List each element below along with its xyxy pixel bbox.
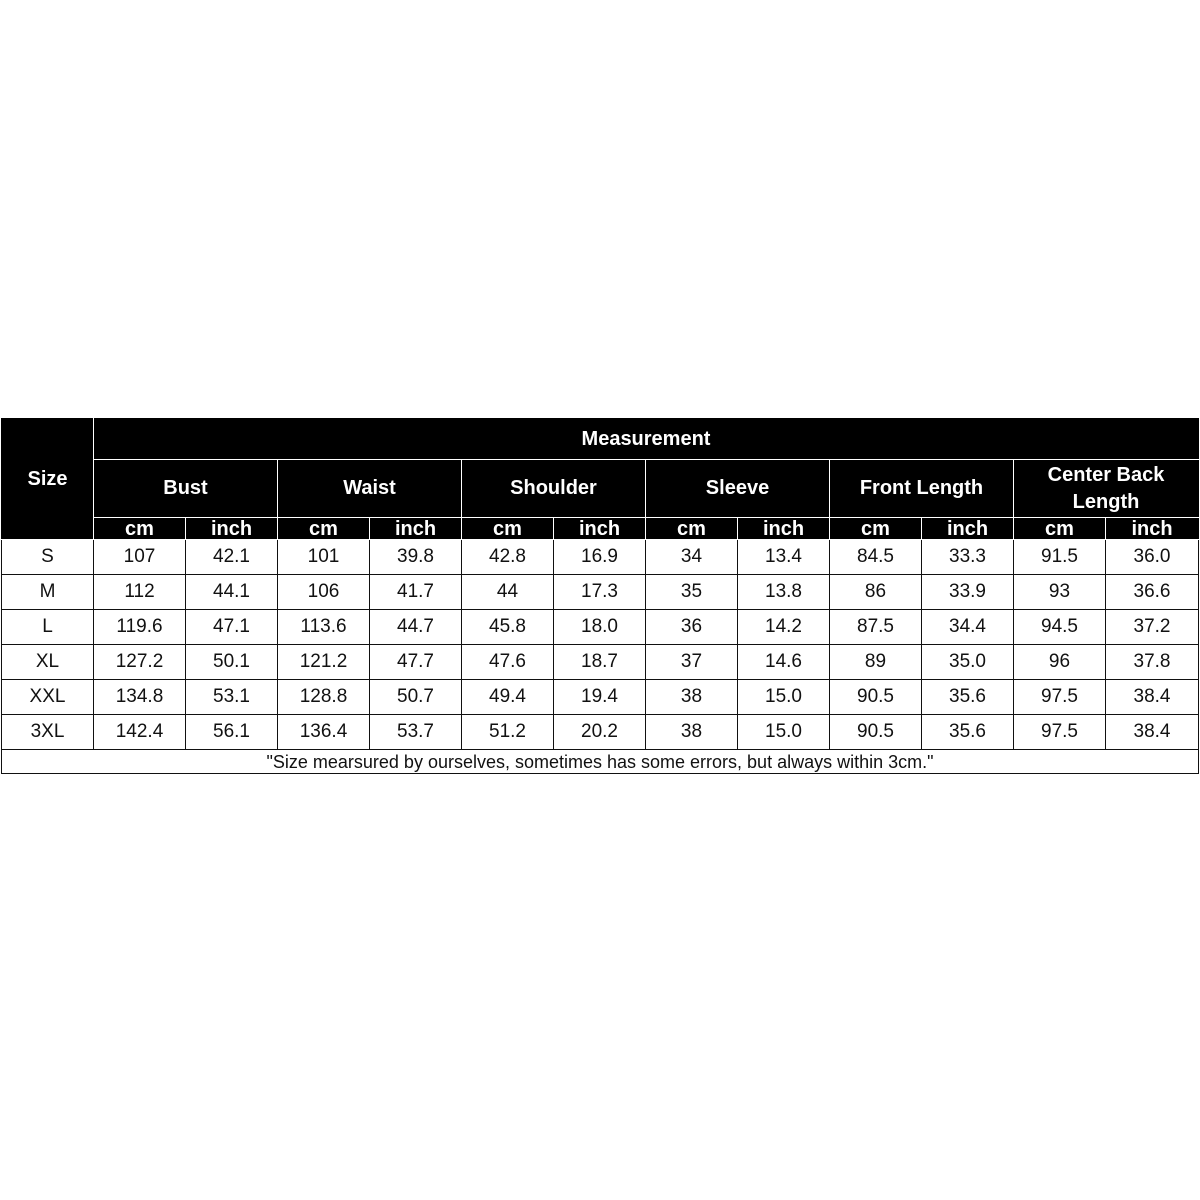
table-row xyxy=(2,540,1199,575)
value-cell: 14.2 xyxy=(738,610,830,645)
waist-inch-header: inch xyxy=(370,518,462,540)
value-cell: 33.3 xyxy=(922,540,1014,575)
value-cell: 47.7 xyxy=(370,645,462,680)
value-cell: 93 xyxy=(1014,575,1106,610)
value-cell: 35.6 xyxy=(922,680,1014,715)
value-cell: 35.6 xyxy=(922,715,1014,750)
value-cell: 44.1 xyxy=(186,575,278,610)
center-back-length-cm-header: cm xyxy=(1014,518,1106,540)
value-cell: 53.1 xyxy=(186,680,278,715)
front-length-inch-header: inch xyxy=(922,518,1014,540)
value-cell: 50.1 xyxy=(186,645,278,680)
value-cell: 50.7 xyxy=(370,680,462,715)
bust-inch-header: inch xyxy=(186,518,278,540)
value-cell: 86 xyxy=(830,575,922,610)
value-cell: 35 xyxy=(646,575,738,610)
sleeve-inch-header: inch xyxy=(738,518,830,540)
value-cell: 13.8 xyxy=(738,575,830,610)
value-cell: 94.5 xyxy=(1014,610,1106,645)
value-cell: 44.7 xyxy=(370,610,462,645)
value-cell: 37 xyxy=(646,645,738,680)
table-footer xyxy=(2,750,1199,774)
value-cell: 89 xyxy=(830,645,922,680)
size-cell: 3XL xyxy=(2,715,94,750)
bust-cm-header: cm xyxy=(94,518,186,540)
size-chart-table xyxy=(1,418,1199,774)
value-cell: 134.8 xyxy=(94,680,186,715)
value-cell: 113.6 xyxy=(278,610,370,645)
value-cell: 18.7 xyxy=(554,645,646,680)
waist-header: Waist xyxy=(278,460,462,518)
size-cell: XXL xyxy=(2,680,94,715)
size-cell: S xyxy=(2,540,94,575)
value-cell: 20.2 xyxy=(554,715,646,750)
value-cell: 35.0 xyxy=(922,645,1014,680)
table-header xyxy=(2,419,1199,540)
value-cell: 38.4 xyxy=(1106,680,1199,715)
value-cell: 15.0 xyxy=(738,680,830,715)
shoulder-header: Shoulder xyxy=(462,460,646,518)
value-cell: 127.2 xyxy=(94,645,186,680)
value-cell: 84.5 xyxy=(830,540,922,575)
size-column-header: Size xyxy=(2,419,94,540)
waist-cm-header: cm xyxy=(278,518,370,540)
value-cell: 91.5 xyxy=(1014,540,1106,575)
value-cell: 90.5 xyxy=(830,680,922,715)
value-cell: 101 xyxy=(278,540,370,575)
value-cell: 44 xyxy=(462,575,554,610)
table-row xyxy=(2,680,1199,715)
value-cell: 14.6 xyxy=(738,645,830,680)
value-cell: 142.4 xyxy=(94,715,186,750)
bust-header: Bust xyxy=(94,460,278,518)
center-back-length-header: Center Back Length xyxy=(1014,460,1199,518)
value-cell: 37.8 xyxy=(1106,645,1199,680)
value-cell: 136.4 xyxy=(278,715,370,750)
value-cell: 128.8 xyxy=(278,680,370,715)
value-cell: 45.8 xyxy=(462,610,554,645)
value-cell: 42.1 xyxy=(186,540,278,575)
value-cell: 38.4 xyxy=(1106,715,1199,750)
value-cell: 53.7 xyxy=(370,715,462,750)
shoulder-inch-header: inch xyxy=(554,518,646,540)
measurement-note: "Size mearsured by ourselves, sometimes has some errors, but always within 3cm." xyxy=(2,750,1199,774)
value-cell: 87.5 xyxy=(830,610,922,645)
value-cell: 56.1 xyxy=(186,715,278,750)
value-cell: 47.6 xyxy=(462,645,554,680)
value-cell: 18.0 xyxy=(554,610,646,645)
size-cell: M xyxy=(2,575,94,610)
value-cell: 96 xyxy=(1014,645,1106,680)
value-cell: 121.2 xyxy=(278,645,370,680)
value-cell: 106 xyxy=(278,575,370,610)
value-cell: 51.2 xyxy=(462,715,554,750)
value-cell: 97.5 xyxy=(1014,715,1106,750)
front-length-header: Front Length xyxy=(830,460,1014,518)
value-cell: 112 xyxy=(94,575,186,610)
value-cell: 19.4 xyxy=(554,680,646,715)
value-cell: 107 xyxy=(94,540,186,575)
value-cell: 34.4 xyxy=(922,610,1014,645)
value-cell: 36.6 xyxy=(1106,575,1199,610)
value-cell: 49.4 xyxy=(462,680,554,715)
value-cell: 17.3 xyxy=(554,575,646,610)
value-cell: 38 xyxy=(646,680,738,715)
value-cell: 119.6 xyxy=(94,610,186,645)
table-row xyxy=(2,645,1199,680)
center-back-length-inch-header: inch xyxy=(1106,518,1199,540)
value-cell: 90.5 xyxy=(830,715,922,750)
value-cell: 16.9 xyxy=(554,540,646,575)
value-cell: 37.2 xyxy=(1106,610,1199,645)
front-length-cm-header: cm xyxy=(830,518,922,540)
size-cell: L xyxy=(2,610,94,645)
sleeve-cm-header: cm xyxy=(646,518,738,540)
value-cell: 33.9 xyxy=(922,575,1014,610)
value-cell: 13.4 xyxy=(738,540,830,575)
value-cell: 97.5 xyxy=(1014,680,1106,715)
value-cell: 39.8 xyxy=(370,540,462,575)
value-cell: 41.7 xyxy=(370,575,462,610)
value-cell: 34 xyxy=(646,540,738,575)
measurement-header: Measurement xyxy=(94,419,1199,460)
value-cell: 36 xyxy=(646,610,738,645)
value-cell: 36.0 xyxy=(1106,540,1199,575)
value-cell: 47.1 xyxy=(186,610,278,645)
value-cell: 42.8 xyxy=(462,540,554,575)
size-cell: XL xyxy=(2,645,94,680)
table-row xyxy=(2,610,1199,645)
value-cell: 15.0 xyxy=(738,715,830,750)
shoulder-cm-header: cm xyxy=(462,518,554,540)
value-cell: 38 xyxy=(646,715,738,750)
table-row xyxy=(2,715,1199,750)
sleeve-header: Sleeve xyxy=(646,460,830,518)
table-body xyxy=(2,540,1199,750)
table-row xyxy=(2,575,1199,610)
